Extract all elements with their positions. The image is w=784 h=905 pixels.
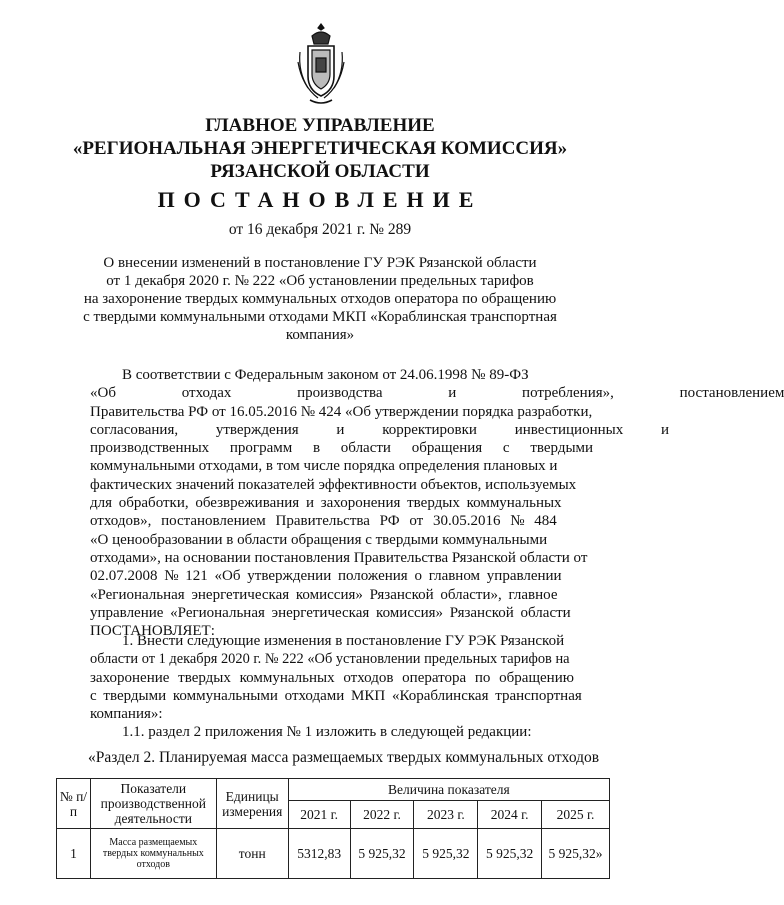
preamble-line: согласования, утверждения и корректировки инвестиционных и — [90, 421, 669, 438]
section-title: «Раздел 2. Планируемая масса размещаемых твердых коммунальных отходов — [88, 749, 600, 766]
document-date: от 16 декабря 2021 г. № 289 — [228, 221, 412, 238]
authority-title-line: «РЕГИОНАЛЬНАЯ ЭНЕРГЕТИЧЕСКАЯ КОМИССИЯ» — [72, 138, 568, 159]
document-subject — [60, 254, 580, 344]
year-header: 2025 г. — [542, 801, 610, 829]
authority-title-line: ГЛАВНОЕ УПРАВЛЕНИЕ — [205, 115, 435, 136]
subject-line: от 1 декабря 2020 г. № 222 «Об установлении предельных тарифов — [106, 273, 534, 289]
row-value: 5 925,32 — [350, 829, 414, 879]
preamble-line: отходов», постановлением Правительства РФ от 30.05.2016 № 484 — [90, 513, 557, 530]
item-1-1-line: 1.1. раздел 2 приложения № 1 изложить в следующей редакции: — [122, 724, 532, 741]
preamble-paragraph — [90, 366, 784, 640]
subject-line: компания» — [285, 327, 355, 343]
preamble-line: фактических значений показателей эффективности объектов, используемых — [90, 476, 577, 493]
subject-line: О внесении изменений в постановление ГУ РЭК Рязанской области — [103, 255, 537, 271]
column-header-number: № п/п — [57, 779, 91, 829]
row-value: 5 925,32 — [478, 829, 542, 879]
item-line: с твердыми коммунальными отходами МКП «Кораблинская транспортная — [90, 687, 582, 704]
preamble-line: «Региональная энергетическая комиссия» Рязанской области», главное — [90, 586, 558, 603]
item-1-paragraph — [90, 632, 597, 742]
preamble-line: Правительства РФ от 16.05.2016 № 424 «Об утверждении порядка разработки, — [90, 403, 593, 420]
preamble-line: В соответствии с Федеральным законом от 24.06.1998 № 89-ФЗ — [122, 367, 529, 383]
item-line: 1. Внести следующие изменения в постановление ГУ РЭК Рязанской — [122, 633, 565, 649]
document-type: ПОСТАНОВЛЕНИЕ — [157, 187, 483, 212]
column-header-value: Величина показателя — [288, 779, 609, 801]
authority-title — [0, 114, 640, 183]
preamble-line: «О ценообразовании в области обращения с твердыми коммунальными — [90, 531, 548, 548]
subject-line: с твердыми коммунальными отходами МКП «Кораблинская транспортная — [83, 309, 557, 325]
row-value: 5 925,32» — [542, 829, 610, 879]
table-row — [57, 829, 610, 879]
year-header: 2023 г. — [414, 801, 478, 829]
year-header: 2024 г. — [478, 801, 542, 829]
row-indicator: Масса размещаемых твердых коммунальных отходов — [90, 829, 216, 879]
coat-of-arms-icon — [296, 22, 346, 106]
preamble-line: 02.07.2008 № 121 «Об утверждении положения о главном управлении — [90, 568, 562, 585]
item-line: компания»: — [90, 706, 163, 723]
preamble-line: ПОСТАНОВЛЯЕТ: — [90, 623, 215, 640]
column-header-indicator: Показатели производственной деятельности — [90, 779, 216, 829]
preamble-line: для обработки, обезвреживания и захоронения твердых коммунальных — [90, 495, 562, 512]
item-line: захоронение твердых коммунальных отходов оператора по обращению — [90, 669, 574, 686]
row-value: 5 925,32 — [414, 829, 478, 879]
year-header: 2021 г. — [288, 801, 350, 829]
column-header-unit: Единицы измерения — [216, 779, 288, 829]
row-unit: тонн — [216, 829, 288, 879]
preamble-line: отходами», на основании постановления Правительства Рязанской области от — [90, 549, 588, 566]
authority-title-line: РЯЗАНСКОЙ ОБЛАСТИ — [210, 161, 430, 182]
preamble-line: управление «Региональная энергетическая комиссия» Рязанской области — [90, 604, 571, 621]
row-number: 1 — [57, 829, 91, 879]
subject-line: на захоронение твердых коммунальных отходов оператора по обращению — [83, 291, 557, 307]
row-value: 5312,83 — [288, 829, 350, 879]
year-header: 2022 г. — [350, 801, 414, 829]
preamble-line: «Об отходах производства и потребления», постановлением — [90, 385, 784, 402]
preamble-line: производственных программ в области обращения с твердыми — [90, 440, 594, 457]
preamble-line: коммунальными отходами, в том числе порядка определения плановых и — [90, 458, 558, 475]
planned-mass-table — [56, 778, 610, 879]
item-line: области от 1 декабря 2020 г. № 222 «Об установлении предельных тарифов на — [90, 651, 570, 668]
